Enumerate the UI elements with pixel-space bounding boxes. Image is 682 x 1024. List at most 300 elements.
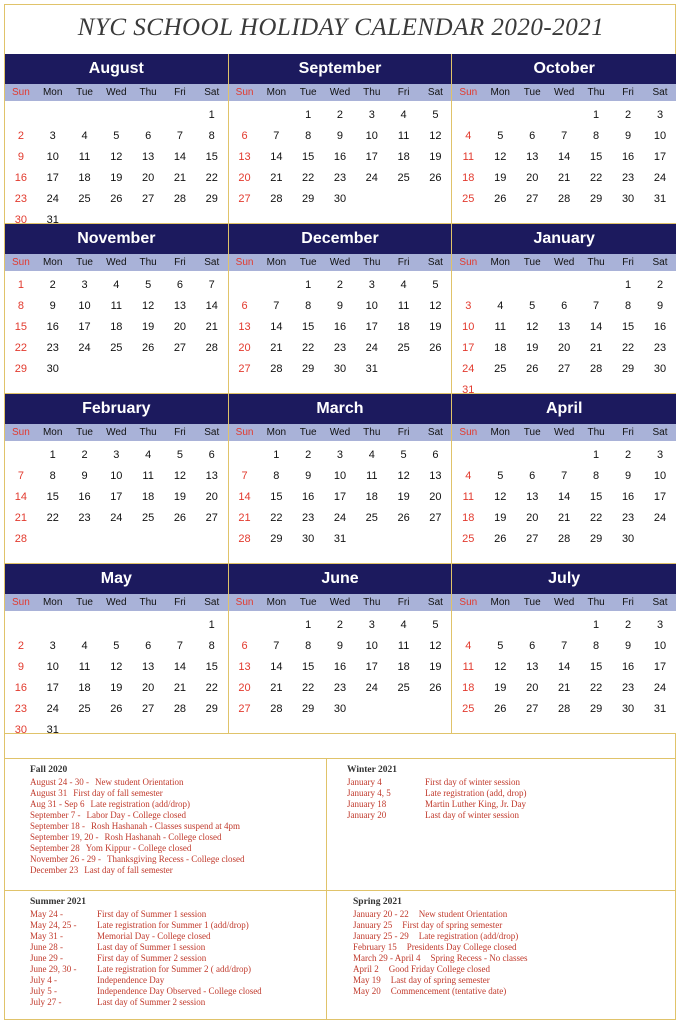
day-cell: 26 — [110, 702, 123, 715]
day-cell: 7 — [273, 129, 280, 142]
day-cell: 26 — [173, 511, 187, 524]
day-cell: 28 — [205, 341, 218, 354]
day-cell: 6 — [561, 299, 568, 312]
day-cell: 27 — [173, 341, 187, 354]
day-cell: 19 — [526, 341, 539, 354]
day-cell: 30 — [333, 362, 347, 375]
day-cell: 20 — [526, 681, 539, 694]
note-text: First day of Summer 2 session — [97, 953, 207, 963]
day-cell: 16 — [621, 660, 635, 673]
empty-day — [132, 614, 164, 635]
day-cell: 27 — [238, 362, 251, 375]
day-cell: 4 — [400, 278, 407, 291]
note-date: January 18 — [347, 799, 387, 809]
day-cell: 30 — [333, 702, 347, 715]
day-cell: 4 — [368, 448, 375, 461]
day-cell: 11 — [462, 490, 475, 503]
day-cell: 16 — [621, 490, 635, 503]
day-cell: 3 — [368, 108, 375, 121]
day-cell: 1 — [305, 618, 312, 631]
empty-day — [484, 274, 516, 295]
note-text: Last day of Summer 2 session — [97, 997, 206, 1007]
day-cell: 5 — [432, 108, 439, 121]
day-cell: 28 — [589, 362, 603, 375]
weekday-header — [452, 594, 676, 611]
day-cell: 27 — [238, 702, 251, 715]
day-cell: 5 — [176, 448, 183, 461]
day-cell: 20 — [238, 341, 251, 354]
day-cell: 29 — [302, 192, 315, 205]
note-line — [353, 909, 676, 920]
day-cell: 18 — [397, 660, 410, 673]
note-date: July 27 - — [30, 997, 62, 1007]
day-cell: 7 — [273, 299, 280, 312]
day-cell: 8 — [208, 129, 215, 142]
day-cell: 2 — [305, 448, 312, 461]
day-cell: 22 — [14, 341, 28, 354]
day-cell: 1 — [593, 448, 600, 461]
note-line — [30, 843, 326, 854]
weekday-label: Tue — [76, 257, 93, 268]
weekday-header — [5, 424, 228, 441]
day-cell: 15 — [302, 150, 315, 163]
day-cell: 22 — [270, 511, 283, 524]
note-line — [30, 931, 326, 942]
month-december — [229, 224, 453, 394]
day-cell: 12 — [142, 299, 155, 312]
note-date: June 29, 30 - — [30, 964, 77, 974]
day-cell: 28 — [173, 192, 187, 205]
weekday-label: Sat — [652, 427, 668, 438]
weekday-label: Sat — [652, 257, 668, 268]
weekday-label: Sat — [204, 87, 220, 98]
day-cell: 24 — [653, 681, 667, 694]
day-cell: 14 — [173, 660, 187, 673]
day-cell: 14 — [270, 660, 283, 673]
weekday-label: Thu — [363, 87, 381, 98]
empty-day — [548, 104, 580, 125]
day-cell: 7 — [17, 469, 24, 482]
empty-day — [132, 104, 164, 125]
day-cell: 10 — [653, 469, 667, 482]
weekday-label: Tue — [76, 87, 93, 98]
note-text: Labor Day - College closed — [86, 810, 186, 820]
day-cell: 15 — [302, 320, 315, 333]
day-cell: 17 — [462, 341, 475, 354]
day-cell: 1 — [273, 448, 280, 461]
note-text: Martin Luther King, Jr. Day — [425, 799, 526, 809]
day-cell: 17 — [46, 681, 59, 694]
note-date: December 23 — [30, 865, 79, 875]
day-cell: 11 — [462, 150, 475, 163]
note-text: Late registration for Summer 2 ( add/drop) — [97, 964, 251, 974]
weekday-header — [5, 84, 228, 101]
day-cell: 27 — [558, 362, 571, 375]
day-cell: 11 — [397, 129, 410, 142]
day-cell: 12 — [110, 150, 123, 163]
month-name: January — [452, 224, 676, 254]
day-cell: 16 — [653, 320, 667, 333]
weekday-label: Tue — [523, 597, 541, 608]
day-cell: 25 — [142, 511, 155, 524]
note-line — [353, 986, 676, 997]
day-cell: 28 — [238, 532, 251, 545]
day-cell: 24 — [78, 341, 91, 354]
day-cell: 26 — [429, 171, 442, 184]
day-cell: 8 — [625, 299, 632, 312]
day-cell: 13 — [526, 150, 539, 163]
note-text: New student Orientation — [95, 777, 184, 787]
empty-day — [516, 444, 548, 465]
day-cell: 14 — [589, 320, 603, 333]
day-cell: 25 — [397, 171, 410, 184]
weekday-label: Fri — [622, 87, 634, 98]
day-cell: 28 — [270, 702, 283, 715]
day-cell: 7 — [176, 639, 183, 652]
day-cell: 10 — [653, 639, 667, 652]
day-cell: 29 — [302, 702, 315, 715]
month-name: April — [452, 394, 676, 424]
weekday-label: Fri — [174, 427, 186, 438]
day-cell: 18 — [462, 511, 475, 524]
day-cell: 12 — [429, 129, 442, 142]
note-text: First day of spring semester — [402, 920, 503, 930]
day-cell: 8 — [49, 469, 56, 482]
weekday-header — [452, 84, 676, 101]
day-cell: 7 — [176, 129, 183, 142]
weekday-label: Mon — [42, 87, 63, 98]
day-cell: 19 — [494, 511, 507, 524]
day-cell: 15 — [270, 490, 283, 503]
note-date: August 31 — [30, 788, 68, 798]
empty-day — [548, 444, 580, 465]
notes-heading: Winter 2021 — [347, 765, 398, 775]
day-grid — [229, 271, 452, 379]
day-grid — [452, 271, 676, 394]
day-cell: 8 — [305, 299, 312, 312]
day-cell: 26 — [142, 341, 155, 354]
page-title: NYC SCHOOL HOLIDAY CALENDAR 2020-2021 — [77, 14, 605, 41]
weekday-label: Thu — [139, 597, 157, 608]
weekday-label: Thu — [363, 427, 381, 438]
note-date: May 31 - — [30, 931, 63, 941]
weekday-label: Tue — [299, 257, 317, 268]
day-cell: 24 — [333, 511, 347, 524]
weekday-label: Thu — [363, 257, 381, 268]
day-cell: 10 — [78, 299, 91, 312]
empty-day — [69, 614, 101, 635]
weekday-label: Mon — [490, 87, 510, 98]
day-cell: 8 — [593, 639, 600, 652]
day-cell: 26 — [397, 511, 410, 524]
day-cell: 8 — [593, 469, 600, 482]
weekday-label: Sun — [12, 427, 30, 438]
day-cell: 23 — [14, 702, 28, 715]
day-cell: 20 — [526, 171, 539, 184]
note-text: Late registration (add/drop) — [418, 931, 519, 941]
day-cell: 23 — [78, 511, 91, 524]
weekday-label: Tue — [523, 87, 541, 98]
day-cell: 21 — [238, 511, 251, 524]
day-cell: 1 — [593, 618, 600, 631]
day-cell: 17 — [653, 490, 667, 503]
note-date: January 4 — [347, 777, 382, 787]
day-cell: 26 — [429, 681, 442, 694]
note-line — [30, 942, 326, 953]
day-grid — [452, 441, 676, 549]
day-cell: 19 — [110, 171, 123, 184]
note-line — [30, 964, 326, 975]
note-text: Independence Day Observed - College closed — [97, 986, 262, 996]
day-cell: 10 — [110, 469, 123, 482]
day-cell: 13 — [558, 320, 571, 333]
day-grid — [452, 101, 676, 209]
note-line — [347, 799, 676, 810]
day-cell: 4 — [497, 299, 504, 312]
day-cell: 12 — [494, 660, 507, 673]
day-cell: 1 — [305, 108, 312, 121]
note-date: September 18 - — [30, 821, 85, 831]
day-cell: 6 — [208, 448, 215, 461]
month-name: July — [452, 564, 676, 594]
weekday-label: Wed — [553, 427, 575, 438]
day-cell: 9 — [81, 469, 88, 482]
day-cell: 10 — [653, 129, 667, 142]
note-text: Presidents Day College closed — [406, 942, 517, 952]
weekday-label: Wed — [553, 257, 575, 268]
day-cell: 4 — [81, 639, 88, 652]
note-date: September 7 - — [30, 810, 81, 820]
weekday-label: Sat — [427, 87, 443, 98]
day-cell: 22 — [589, 681, 603, 694]
weekday-label: Tue — [299, 597, 317, 608]
day-cell: 13 — [429, 469, 442, 482]
empty-day — [452, 104, 484, 125]
day-cell: 8 — [208, 639, 215, 652]
empty-day — [260, 614, 292, 635]
weekday-label: Wed — [553, 597, 575, 608]
day-cell: 20 — [558, 341, 571, 354]
day-cell: 9 — [656, 299, 664, 312]
day-cell: 3 — [336, 448, 344, 461]
day-cell: 22 — [589, 511, 603, 524]
empty-day — [69, 104, 101, 125]
day-cell: 14 — [558, 490, 571, 503]
day-cell: 25 — [110, 341, 123, 354]
empty-day — [516, 104, 548, 125]
day-cell: 16 — [333, 660, 347, 673]
weekday-header — [452, 254, 676, 271]
day-cell: 6 — [241, 639, 248, 652]
weekday-label: Mon — [266, 257, 287, 268]
day-cell: 19 — [494, 681, 507, 694]
note-date: July 4 - — [30, 975, 57, 985]
month-july — [452, 564, 676, 734]
note-line — [30, 975, 326, 986]
empty-day — [229, 274, 261, 295]
day-cell: 22 — [589, 171, 603, 184]
day-cell: 7 — [561, 639, 568, 652]
day-cell: 2 — [656, 278, 664, 291]
empty-day — [100, 614, 132, 635]
day-cell: 9 — [336, 299, 344, 312]
month-name: March — [229, 394, 452, 424]
day-cell: 1 — [208, 108, 215, 121]
day-cell: 9 — [17, 660, 24, 673]
weekday-label: Fri — [174, 87, 186, 98]
day-cell: 23 — [621, 171, 635, 184]
day-cell: 21 — [558, 171, 571, 184]
weekday-label: Sun — [12, 87, 30, 98]
day-cell: 30 — [302, 532, 315, 545]
day-cell: 25 — [462, 532, 475, 545]
empty-day — [548, 614, 580, 635]
weekday-label: Thu — [587, 597, 605, 608]
weekday-header — [5, 594, 228, 611]
day-cell: 31 — [46, 213, 59, 224]
day-cell: 6 — [145, 129, 152, 142]
note-date: March 29 - April 4 — [353, 953, 421, 963]
note-text: Late registration (add/drop) — [90, 799, 190, 809]
day-cell: 21 — [270, 171, 283, 184]
note-text: Rosh Hashanah - Classes suspend at 4pm — [90, 821, 240, 831]
day-cell: 7 — [561, 129, 568, 142]
day-cell: 30 — [333, 192, 347, 205]
empty-day — [516, 274, 548, 295]
day-grid — [229, 441, 452, 549]
note-text: First day of fall semester — [73, 788, 163, 798]
day-cell: 6 — [241, 299, 248, 312]
day-cell: 27 — [429, 511, 442, 524]
day-cell: 21 — [173, 681, 187, 694]
weekday-label: Thu — [139, 87, 157, 98]
day-cell: 5 — [497, 129, 504, 142]
day-cell: 17 — [653, 150, 667, 163]
note-text: First day of Summer 1 session — [97, 909, 207, 919]
note-date: May 24, 25 - — [30, 920, 77, 930]
day-cell: 23 — [333, 171, 347, 184]
day-cell: 18 — [397, 320, 410, 333]
day-cell: 29 — [14, 362, 28, 375]
day-cell: 23 — [46, 341, 59, 354]
note-text: Memorial Day - College closed — [97, 931, 211, 941]
day-cell: 18 — [142, 490, 155, 503]
day-cell: 1 — [593, 108, 600, 121]
empty-day — [484, 444, 516, 465]
day-cell: 21 — [14, 511, 28, 524]
weekday-label: Tue — [523, 427, 541, 438]
day-cell: 3 — [81, 278, 88, 291]
note-date: June 28 - — [30, 942, 63, 952]
day-cell: 14 — [270, 320, 283, 333]
note-text: Last day of Summer 1 session — [97, 942, 206, 952]
day-cell: 10 — [365, 639, 378, 652]
note-line — [30, 920, 326, 931]
day-cell: 16 — [333, 320, 347, 333]
day-cell: 9 — [625, 639, 632, 652]
day-cell: 8 — [305, 639, 312, 652]
day-cell: 20 — [142, 171, 155, 184]
weekday-label: Sat — [204, 597, 220, 608]
weekday-header — [229, 594, 452, 611]
day-cell: 31 — [46, 723, 59, 734]
day-cell: 31 — [653, 192, 667, 205]
note-line — [30, 909, 326, 920]
day-cell: 16 — [14, 681, 28, 694]
note-text: Spring Recess - No classes — [430, 953, 528, 963]
day-cell: 18 — [78, 171, 91, 184]
day-cell: 30 — [46, 362, 59, 375]
note-date: August 24 - 30 - — [30, 777, 89, 787]
weekday-label: Fri — [622, 597, 634, 608]
day-cell: 17 — [365, 660, 378, 673]
weekday-label: Thu — [139, 427, 157, 438]
empty-day — [484, 614, 516, 635]
day-cell: 12 — [526, 320, 539, 333]
day-cell: 19 — [429, 660, 442, 673]
weekday-label: Thu — [587, 257, 605, 268]
day-cell: 11 — [110, 299, 123, 312]
day-cell: 25 — [462, 702, 475, 715]
day-cell: 11 — [78, 660, 91, 673]
note-line — [30, 865, 326, 876]
day-cell: 15 — [205, 150, 218, 163]
empty-day — [260, 274, 292, 295]
day-cell: 27 — [238, 192, 251, 205]
month-name: February — [5, 394, 228, 424]
day-cell: 24 — [46, 192, 59, 205]
note-date: January 20 — [347, 810, 387, 820]
day-cell: 19 — [173, 490, 187, 503]
day-cell: 14 — [173, 150, 187, 163]
month-name: August — [5, 54, 228, 84]
day-cell: 31 — [333, 532, 347, 545]
note-date: January 4, 5 — [347, 788, 391, 798]
weekday-label: Sun — [235, 597, 254, 608]
note-line — [347, 788, 676, 799]
weekday-label: Sat — [427, 597, 443, 608]
note-line — [353, 931, 676, 942]
day-cell: 5 — [400, 448, 407, 461]
weekday-label: Mon — [266, 427, 287, 438]
note-text: Rosh Hashanah - College closed — [104, 832, 222, 842]
day-cell: 13 — [238, 150, 251, 163]
day-cell: 13 — [205, 469, 218, 482]
day-cell: 27 — [142, 192, 155, 205]
day-cell: 4 — [465, 469, 472, 482]
empty-day — [452, 444, 484, 465]
day-cell: 1 — [208, 618, 215, 631]
day-cell: 19 — [110, 681, 123, 694]
weekday-label: Mon — [42, 257, 63, 268]
day-cell: 15 — [14, 320, 28, 333]
day-cell: 22 — [302, 341, 315, 354]
day-cell: 17 — [653, 660, 667, 673]
day-cell: 8 — [273, 469, 280, 482]
empty-day — [37, 104, 69, 125]
day-cell: 28 — [14, 532, 28, 545]
notes-section — [5, 758, 676, 1020]
weekday-label: Fri — [174, 257, 186, 268]
note-text: Commencement (tentative date) — [390, 986, 507, 996]
month-june — [229, 564, 453, 734]
day-cell: 15 — [46, 490, 59, 503]
note-date: September 19, 20 - — [30, 832, 99, 842]
day-cell: 2 — [17, 129, 24, 142]
empty-day — [580, 274, 612, 295]
empty-day — [5, 444, 37, 465]
note-text: Good Friday College closed — [388, 964, 490, 974]
